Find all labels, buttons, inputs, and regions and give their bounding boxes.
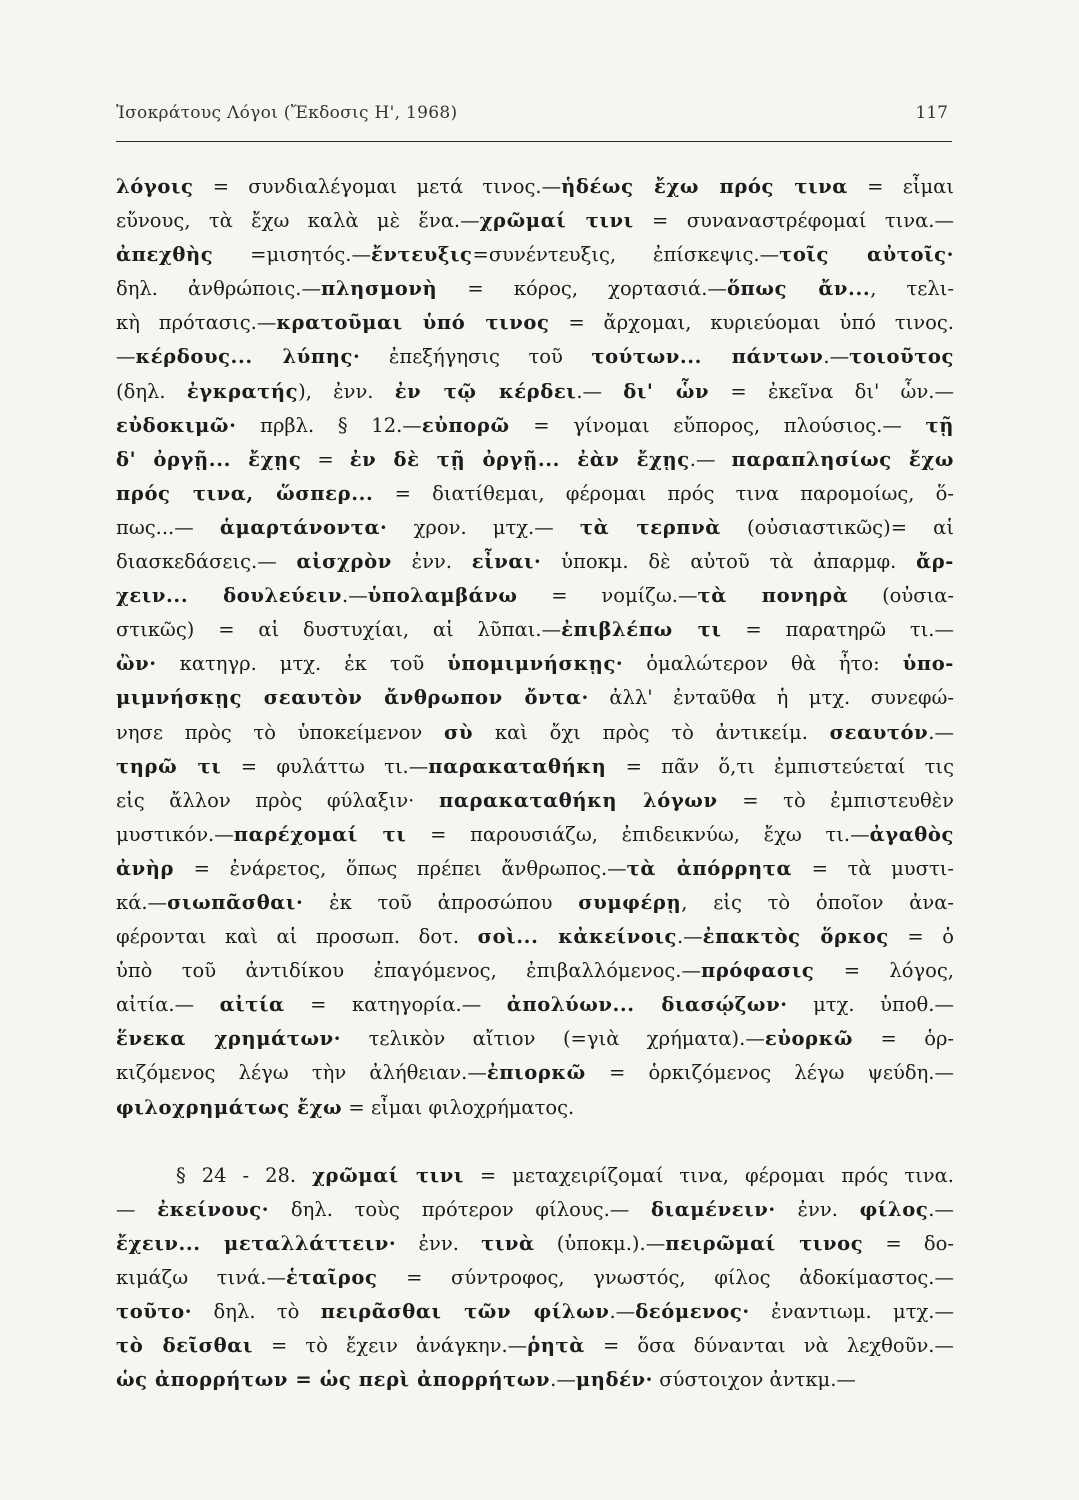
text-line xyxy=(116,886,954,920)
gloss-text: = εἶμαι xyxy=(847,175,954,198)
lemma-text: ἀπολύων... διασῴζων· xyxy=(506,993,788,1017)
text-line xyxy=(116,272,954,306)
gloss-text: ἐκ τοῦ ἀπροσώπου xyxy=(303,890,579,914)
gloss-text: κιμάζω τινά.— xyxy=(116,1265,286,1289)
gloss-text: = μεταχειρίζομαί τινα, φέρομαι πρός τινα. xyxy=(463,1163,954,1187)
gloss-text: = γίνομαι εὔπορος, πλούσιος.— xyxy=(509,413,926,437)
lemma-text: δεόμενος· xyxy=(635,1300,750,1323)
lemma-text: τοῖς αὐτοῖς· xyxy=(779,243,954,267)
gloss-text: .— xyxy=(676,925,703,949)
text-line xyxy=(116,1056,954,1090)
gloss-text: = ὅσα δύνανται νὰ λεχθοῦν.— xyxy=(584,1334,954,1358)
lemma-text: τὰ ἀπόρρητα xyxy=(626,856,793,880)
lemma-text: παρακαταθήκη λόγων xyxy=(438,788,718,812)
text-line xyxy=(116,954,954,988)
gloss-text: χρον. μτχ.— xyxy=(387,515,580,539)
lemma-text: ὢν· xyxy=(116,652,157,676)
commentary-text xyxy=(116,170,954,1397)
lemma-text: ἀγαθὸς xyxy=(869,822,954,846)
gloss-text: μυστικόν.— xyxy=(116,822,234,846)
text-line xyxy=(116,920,954,954)
lemma-text: αἰσχρὸν xyxy=(296,550,392,574)
gloss-text: = λόγος, xyxy=(814,959,954,983)
text-line xyxy=(116,579,954,613)
lemma-text: τὰ τερπνὰ xyxy=(579,515,721,539)
text-line xyxy=(116,238,954,272)
text-line xyxy=(116,1261,954,1295)
gloss-text: κά.— xyxy=(116,890,168,914)
gloss-text: δηλ. τὸ xyxy=(192,1300,321,1323)
text-line xyxy=(116,375,954,409)
gloss-text: = ὁρκιζόμενος λέγω ψεύδη.— xyxy=(585,1061,954,1085)
lemma-text: ὑπολαμβάνω xyxy=(367,584,518,608)
gloss-text: = δο- xyxy=(863,1231,954,1255)
text-line xyxy=(116,170,954,204)
gloss-text: = φυλάττω τι.— xyxy=(221,754,429,778)
gloss-text: =συνέντευξις, ἐπίσκεψις.— xyxy=(472,243,780,267)
lemma-text: πειρᾶσθαι τῶν φίλων xyxy=(320,1300,610,1323)
gloss-text: = ἐκεῖνα δι' ὧν.— xyxy=(709,379,954,403)
gloss-text: κατηγρ. μτχ. ἐκ τοῦ xyxy=(156,652,448,676)
gloss-text: = τὸ ἐμπιστευθὲν xyxy=(717,788,954,812)
gloss-text: δηλ. ἀνθρώποις.— xyxy=(116,277,322,301)
paragraph-gap xyxy=(116,1125,954,1159)
text-line xyxy=(116,750,954,784)
lemma-text: ἁμαρτάνοντα· xyxy=(219,515,388,539)
gloss-text: , τελι- xyxy=(870,277,954,301)
lemma-text: ἔντευξις xyxy=(370,243,473,267)
text-line xyxy=(116,1329,954,1363)
gloss-text: = κατηγορία.— xyxy=(284,993,507,1017)
lemma-text: φιλοχρημάτως ἔχω xyxy=(116,1095,343,1119)
lemma-text: ἐπιορκῶ xyxy=(486,1061,586,1085)
text-line xyxy=(116,613,954,647)
lemma-text: χειν... δουλεύειν xyxy=(116,584,342,608)
lemma-text: πειρῶμαί τινος xyxy=(665,1231,864,1255)
text-line xyxy=(116,306,954,340)
lemma-text: τηρῶ τι xyxy=(116,754,222,778)
gloss-text: — xyxy=(116,1197,158,1221)
text-line xyxy=(116,716,954,750)
lemma-text: αἰτία xyxy=(219,993,285,1017)
text-line xyxy=(116,818,954,852)
running-head: Ἰσοκράτους Λόγοι (Ἔκδοσις Η', 1968) xyxy=(116,103,458,123)
gloss-text: διασκεδάσεις.— xyxy=(116,550,297,574)
gloss-text: ἀλλ' ἐνταῦθα ἡ μτχ. συνεφώ- xyxy=(588,686,954,710)
lemma-text: παρακαταθήκη xyxy=(428,754,607,778)
lemma-text: ἐπακτὸς ὅρκος xyxy=(702,925,889,949)
gloss-text: ἐναντιωμ. μτχ.— xyxy=(749,1300,954,1323)
lemma-text: τοῦτο· xyxy=(116,1300,193,1323)
lemma-text: τῇ xyxy=(925,413,954,437)
text-line xyxy=(116,340,954,374)
gloss-text: νησε πρὸς τὸ ὑποκείμενον xyxy=(116,720,445,744)
gloss-text: αἰτία.— xyxy=(116,993,220,1017)
gloss-text: = ὁρ- xyxy=(853,1027,954,1051)
lemma-text: σιωπᾶσθαι· xyxy=(167,890,304,914)
gloss-text: δηλ. τοὺς πρότερον φίλους.— xyxy=(269,1197,652,1221)
lemma-text: τούτων... πάντων xyxy=(591,345,824,369)
gloss-text: = τὰ μυστι- xyxy=(792,856,954,880)
gloss-text: στικῶς) = αἱ δυστυχίαι, αἱ λῦπαι.— xyxy=(116,618,562,642)
gloss-text: εἰς ἄλλον πρὸς φύλαξιν· xyxy=(116,788,439,812)
text-line xyxy=(116,409,954,443)
gloss-text: = ὁ xyxy=(888,925,954,949)
lemma-text: ἐν δὲ τῇ ὀργῇ... ἐὰν ἔχῃς xyxy=(349,447,690,471)
text-line xyxy=(116,1091,954,1125)
gloss-text: = διατίθεμαι, φέρομαι πρός τινα παρομοίως, ὅ- xyxy=(373,481,954,505)
page-header xyxy=(116,95,952,142)
gloss-text: = κόρος, χορτασιά.— xyxy=(437,277,727,301)
gloss-text: = xyxy=(301,447,350,471)
gloss-text: =μισητός.— xyxy=(213,243,371,267)
lemma-text: λόγοις xyxy=(116,175,194,198)
lemma-text: εἶναι· xyxy=(471,550,542,574)
text-line xyxy=(116,204,954,238)
gloss-text: (οὐσιαστικῶς)= αἱ xyxy=(720,515,954,539)
gloss-text: = παρουσιάζω, ἐπιδεικνύω, ἔχω τι.— xyxy=(406,822,870,846)
lemma-text: μηδέν· xyxy=(575,1368,654,1392)
gloss-text: = συναναστρέφομαί τινα.— xyxy=(633,209,954,233)
text-line xyxy=(116,988,954,1022)
text-line xyxy=(116,545,954,579)
lemma-text: τὸ δεῖσθαι xyxy=(116,1334,253,1358)
lemma-text: εὐδοκιμῶ· xyxy=(116,413,237,437)
gloss-text: κιζόμενος λέγω τὴν ἀλήθειαν.— xyxy=(116,1061,487,1085)
gloss-text: .— xyxy=(928,720,954,744)
text-line xyxy=(116,784,954,818)
gloss-text: = παρατηρῶ τι.— xyxy=(721,618,954,642)
lemma-text: ἐκείνους· xyxy=(157,1197,270,1221)
gloss-text: .— xyxy=(689,447,732,471)
commentary-paragraph-2 xyxy=(116,1159,954,1398)
text-line xyxy=(116,1295,954,1329)
lemma-text: πλησμονὴ xyxy=(321,277,438,301)
lemma-text: ἕνεκα χρημάτων· xyxy=(116,1027,342,1051)
lemma-text: ἐγκρατής xyxy=(186,379,299,403)
lemma-text: ὑπο- xyxy=(902,652,954,676)
gloss-text: = πᾶν ὅ,τι ἐμπιστεύεταί τις xyxy=(606,754,954,778)
lemma-text: ἔχειν... μεταλλάττειν· xyxy=(116,1231,397,1255)
lemma-text: κρατοῦμαι ὑπό τινος xyxy=(276,311,550,335)
gloss-text: ἐπεξήγησις τοῦ xyxy=(360,345,592,369)
lemma-text: σοὶ... κἀκείνοις xyxy=(477,925,677,949)
gloss-text: πρβλ. § 12.— xyxy=(236,413,422,437)
text-line xyxy=(116,1159,954,1193)
text-line xyxy=(116,852,954,886)
gloss-text: = ἐνάρετος, ὅπως πρέπει ἄνθρωπος.— xyxy=(174,856,627,880)
page-number: 117 xyxy=(915,103,948,123)
gloss-text: .— xyxy=(823,345,850,369)
lemma-text: παρέχομαί τι xyxy=(233,822,407,846)
gloss-text: ἐνν. xyxy=(391,550,472,574)
gloss-text: = τὸ ἔχειν ἀνάγκην.— xyxy=(252,1334,528,1358)
gloss-text: φέρονται καὶ αἱ προσωπ. δοτ. xyxy=(116,925,478,949)
lemma-text: τινὰ xyxy=(481,1231,535,1255)
gloss-text: εὔνους, τὰ ἔχω καλὰ μὲ ἕνα.— xyxy=(116,209,480,233)
gloss-text: = εἶμαι φιλοχρήματος. xyxy=(342,1095,575,1119)
lemma-text: τοιοῦτος xyxy=(849,345,954,369)
gloss-text: ὁμαλώτερον θὰ ἦτο: xyxy=(623,652,903,676)
lemma-text: ἀνὴρ xyxy=(116,856,175,880)
gloss-text: , εἰς τὸ ὁποῖον ἀνα- xyxy=(681,890,954,914)
lemma-text: ὑπομιμνήσκῃς· xyxy=(447,652,624,676)
text-line xyxy=(116,1227,954,1261)
gloss-text: .— xyxy=(609,1300,636,1323)
text-line xyxy=(116,647,954,681)
gloss-text: = σύντροφος, γνωστός, φίλος ἀδοκίμαστος.— xyxy=(377,1265,954,1289)
text-line xyxy=(116,477,954,511)
gloss-text: κὴ πρότασις.— xyxy=(116,311,277,335)
lemma-text: δι' ὧν xyxy=(623,379,710,403)
gloss-text: σύστοιχον ἀντκμ.— xyxy=(653,1368,856,1392)
lemma-text: ῥητὰ xyxy=(527,1334,585,1358)
gloss-text: § 24 - 28. xyxy=(176,1163,313,1187)
gloss-text: ), ἐνν. xyxy=(298,379,395,403)
lemma-text: ἐπιβλέπω τι xyxy=(561,618,722,642)
text-line xyxy=(116,443,954,477)
gloss-text: (οὐσια- xyxy=(848,584,954,608)
text-line xyxy=(116,1363,954,1397)
gloss-text: .— xyxy=(550,1368,576,1392)
lemma-text: διαμένειν· xyxy=(651,1197,776,1221)
lemma-text: σὺ xyxy=(444,720,474,744)
gloss-text: ἐνν. xyxy=(775,1197,860,1221)
commentary-paragraph-1 xyxy=(116,170,954,1125)
lemma-text: ἑταῖρος xyxy=(285,1265,378,1289)
gloss-text: = συνδιαλέγομαι μετά τινος.— xyxy=(193,175,562,198)
gloss-text: .— xyxy=(928,1197,954,1221)
gloss-text: (ὑποκμ.).— xyxy=(534,1231,666,1255)
lemma-text: μιμνήσκῃς σεαυτὸν ἄνθρωπον ὄντα· xyxy=(116,686,589,710)
lemma-text: συμφέρῃ xyxy=(578,890,682,914)
lemma-text: ἀπεχθὴς xyxy=(116,243,214,267)
gloss-text: = νομίζω.— xyxy=(517,584,698,608)
lemma-text: χρῶμαί τινι xyxy=(312,1163,464,1187)
gloss-text: — xyxy=(116,345,136,369)
lemma-text: τὰ πονηρὰ xyxy=(697,584,849,608)
gloss-text: = ἄρχομαι, κυριεύομαι ὑπό τινος. xyxy=(549,311,954,335)
lemma-text: ἄρ- xyxy=(916,550,954,574)
lemma-text: φίλος xyxy=(859,1197,929,1221)
text-line xyxy=(116,1193,954,1227)
gloss-text: ὑποκμ. δὲ αὐτοῦ τὰ ἀπαρμφ. xyxy=(541,550,917,574)
gloss-text: ἐνν. xyxy=(396,1231,482,1255)
gloss-text: τελικὸν αἴτιον (=γιὰ χρήματα).— xyxy=(341,1027,765,1051)
text-line xyxy=(116,1022,954,1056)
gloss-text: .— xyxy=(342,584,368,608)
lemma-text: κέρδους... λύπης· xyxy=(135,345,361,369)
lemma-text: εὐορκῶ xyxy=(764,1027,854,1051)
lemma-text: δ' ὀργῇ... ἔχῃς xyxy=(116,447,302,471)
text-line xyxy=(116,511,954,545)
gloss-text: μτχ. ὑποθ.— xyxy=(787,993,954,1017)
lemma-text: πρός τινα, ὥσπερ... xyxy=(116,481,374,505)
lemma-text: σεαυτόν xyxy=(829,720,929,744)
lemma-text: ὅπως ἄν... xyxy=(726,277,871,301)
lemma-text: χρῶμαί τινι xyxy=(479,209,634,233)
lemma-text: παραπλησίως ἔχω xyxy=(731,447,954,471)
gloss-text: (δηλ. xyxy=(116,379,187,403)
gloss-text: πως...— xyxy=(116,515,220,539)
gloss-text: .— xyxy=(576,379,624,403)
lemma-text: πρόφασις xyxy=(700,959,815,983)
lemma-text: εὐπορῶ xyxy=(421,413,510,437)
gloss-text: καὶ ὄχι πρὸς τὸ ἀντικείμ. xyxy=(473,720,830,744)
lemma-text: ἐν τῷ κέρδει xyxy=(394,379,577,403)
lemma-text: ὡς ἀπορρήτων = ὡς περὶ ἀπορρήτων xyxy=(116,1368,551,1392)
text-line xyxy=(116,681,954,715)
gloss-text: ὑπὸ τοῦ ἀντιδίκου ἐπαγόμενος, ἐπιβαλλόμενος.— xyxy=(116,959,701,983)
lemma-text: ἡδέως ἔχω πρός τινα xyxy=(561,175,848,198)
